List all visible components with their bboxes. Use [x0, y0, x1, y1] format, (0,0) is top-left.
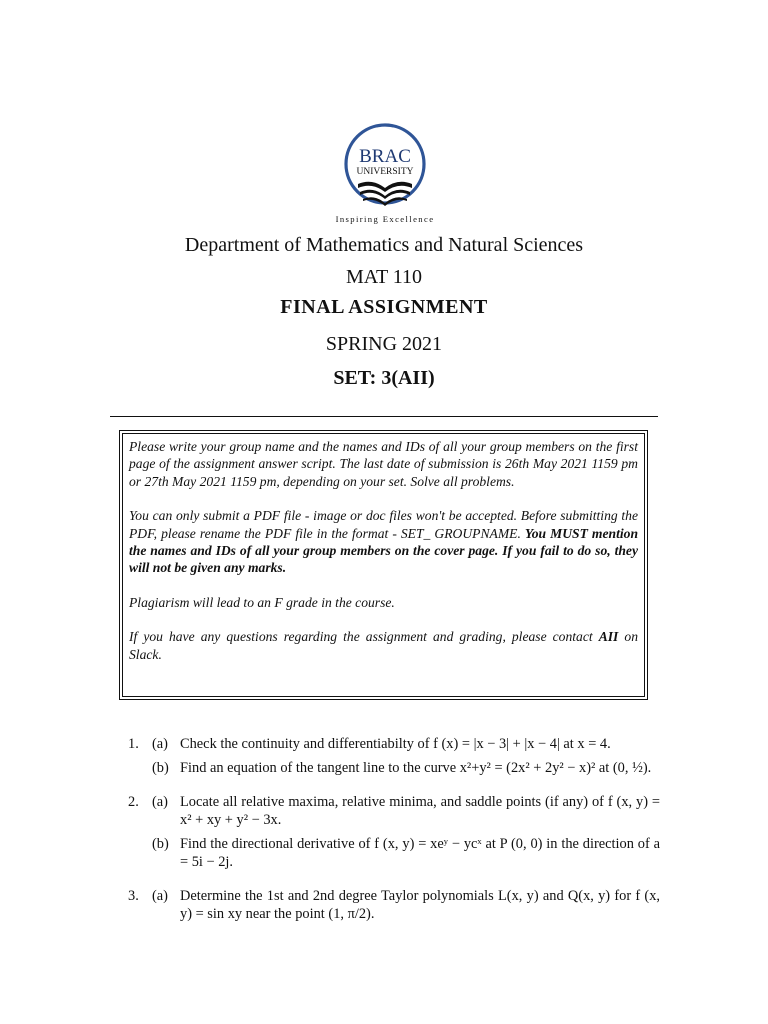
- part-text: Determine the 1st and 2nd degree Taylor polynomials L(x, y) and Q(x, y) for f (x, y) = sin xy near the point (1, π/2).: [180, 888, 660, 922]
- logo-subname: UNIVERSITY: [356, 167, 414, 177]
- part-label: (b): [152, 760, 169, 776]
- question-part: [152, 759, 660, 777]
- instruction-text: on Slack.: [129, 629, 638, 662]
- contact-name: AII: [598, 629, 619, 645]
- part-text: Find the directional derivative of f (x, y) = xeʸ − ycˣ at P (0, 0) in the direction of a = 5i − 2j.: [180, 836, 660, 870]
- logo-name: BRAC: [359, 146, 411, 167]
- part-text: Find an equation of the tangent line to the curve x²+y² = (2x² + 2y² − x)² at (0, ½).: [180, 760, 652, 776]
- part-label: (b): [152, 836, 169, 852]
- question-2: [118, 793, 660, 877]
- assignment-title: FINAL ASSIGNMENT: [280, 296, 488, 318]
- instruction-warning: You MUST mention the names and IDs of all your group members on the cover page. If you fail to do so, they will not be given any marks.: [129, 525, 638, 576]
- question-part: [152, 887, 660, 923]
- logo-tagline: Inspiring Excellence: [335, 214, 435, 224]
- instruction-paragraph-2: [129, 507, 638, 577]
- instruction-paragraph-4: [129, 628, 638, 663]
- set-label: SET: 3(AII): [333, 367, 435, 389]
- instructions-box: [119, 430, 648, 700]
- instructions-content: [122, 433, 645, 697]
- question-part: [152, 793, 660, 829]
- department-name: Department of Mathematics and Natural Sciences: [184, 234, 584, 256]
- instruction-text: If you have any questions regarding the assignment and grading, please contact: [129, 629, 599, 645]
- term: SPRING 2021: [325, 333, 443, 355]
- part-text: Check the continuity and differentiabilty of f (x) = |x − 3| + |x − 4| at x = 4.: [180, 736, 611, 752]
- question-number: 1.: [128, 736, 139, 752]
- part-label: (a): [152, 794, 168, 810]
- instruction-text: You can only submit a PDF file - image or doc files won't be accepted. Before submitting the PDF, please rename the PDF file in the format - SET_ GROUPNAME.: [129, 508, 638, 541]
- part-label: (a): [152, 736, 168, 752]
- instruction-paragraph-3: Plagiarism will lead to an F grade in the course.: [129, 594, 395, 610]
- question-number: 3.: [128, 888, 139, 904]
- question-part: [152, 835, 660, 871]
- question-number: 2.: [128, 794, 139, 810]
- university-logo: [326, 122, 444, 228]
- divider: [110, 416, 658, 417]
- question-1: [118, 735, 660, 783]
- question-list: [118, 735, 660, 939]
- question-part: [152, 735, 660, 753]
- part-label: (a): [152, 888, 168, 904]
- course-code: MAT 110: [345, 266, 423, 288]
- part-text: Locate all relative maxima, relative minima, and saddle points (if any) of f (x, y) = x² + xy + y² − 3x.: [180, 794, 660, 828]
- question-3: [118, 887, 660, 929]
- instruction-paragraph-1: Please write your group name and the names and IDs of all your group members on the first page of the assignment answer script. The last date of submission is 26th May 2021 1159 pm or 27th May 2021 1159 pm, depending on your set. Solve all problems.: [129, 439, 638, 489]
